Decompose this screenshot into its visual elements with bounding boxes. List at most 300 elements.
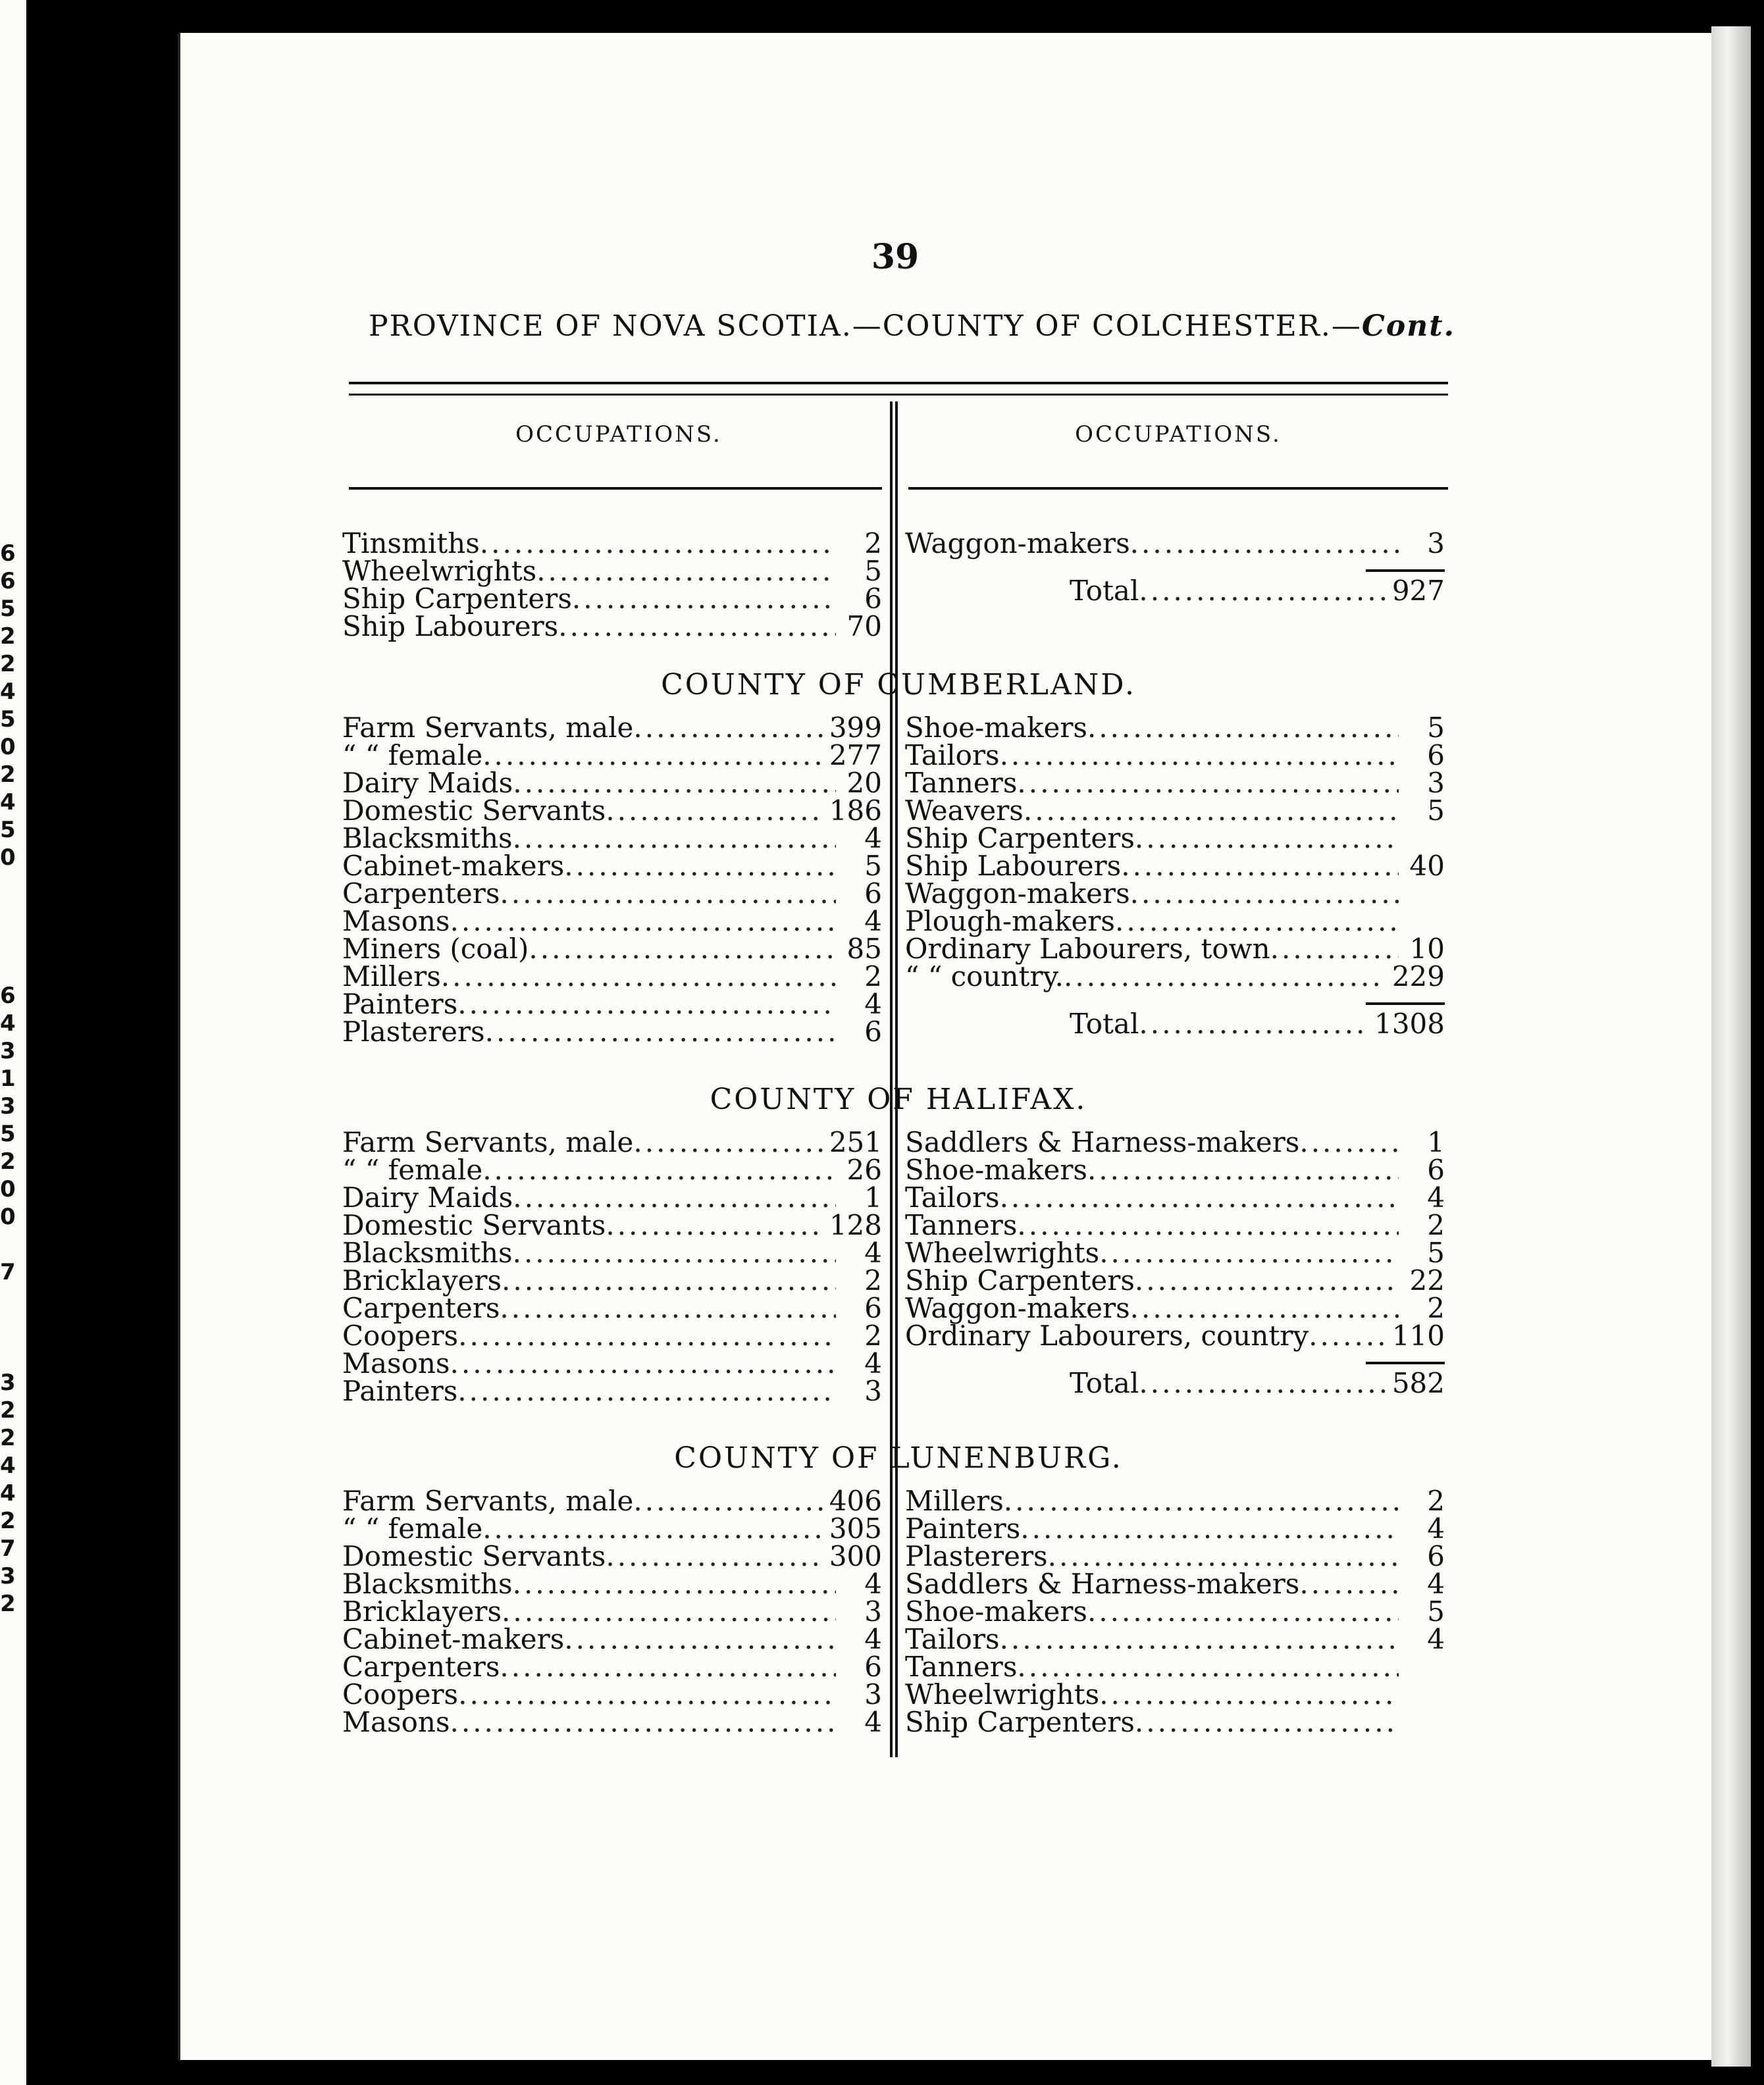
occupation-count: 5 — [1427, 1237, 1445, 1269]
bleed-digit — [0, 1314, 26, 1341]
occupation-count: 6 — [864, 582, 882, 615]
leader-dots — [633, 1129, 822, 1156]
left-column — [342, 711, 882, 1048]
occupation-label: Carpenters — [342, 1651, 500, 1683]
occupation-count: 10 — [1409, 933, 1445, 965]
occupation-label: Shoe-makers — [905, 1595, 1087, 1628]
table-row — [342, 822, 882, 854]
leader-dots — [513, 1184, 836, 1212]
occupation-count: 5 — [864, 850, 882, 882]
leader-dots — [457, 991, 836, 1018]
leader-dots — [1024, 797, 1399, 825]
leader-dots — [480, 530, 836, 557]
table-row — [905, 1540, 1445, 1572]
occupation-count: 3 — [864, 1595, 882, 1628]
table-row — [342, 1623, 882, 1655]
occupation-label: Farm Servants, male — [342, 1126, 634, 1158]
leader-dots — [606, 1212, 822, 1239]
occupation-count: 300 — [829, 1540, 882, 1572]
table-row — [905, 1595, 1445, 1628]
occupation-label: Waggon-makers — [905, 1292, 1130, 1324]
leader-dots — [1087, 1598, 1399, 1626]
occupation-label: Saddlers & Harness-makers — [905, 1568, 1300, 1600]
occupation-count: 2 — [1427, 1292, 1445, 1324]
leader-dots — [500, 880, 836, 908]
occupation-label: Tinsmiths — [342, 527, 480, 559]
occupation-count: 4 — [864, 905, 882, 937]
occupation-label: Saddlers & Harness-makers — [905, 1126, 1300, 1158]
occupation-label: Total — [1070, 1008, 1139, 1040]
table-row — [342, 527, 882, 559]
occupation-label: Bricklayers — [342, 1595, 502, 1628]
occupation-count: 6 — [864, 1651, 882, 1683]
bleed-digit: 0 — [0, 734, 16, 760]
leader-dots — [1309, 1322, 1386, 1350]
occupation-count: 186 — [829, 794, 882, 827]
leader-dots — [502, 1267, 836, 1295]
leader-dots — [458, 1681, 836, 1709]
leader-dots — [1099, 1239, 1399, 1267]
occupation-count: 4 — [864, 1568, 882, 1600]
occupation-count: 1308 — [1374, 1008, 1445, 1040]
leader-dots — [1000, 1184, 1399, 1212]
occupation-count: 927 — [1391, 575, 1445, 607]
section-title: COUNTY OF HALIFAX. — [710, 1083, 1087, 1116]
occupation-count: 128 — [829, 1209, 882, 1241]
bleed-digit — [0, 1231, 26, 1258]
table-row — [905, 852, 1445, 880]
occupation-label: Masons — [342, 905, 450, 937]
table-row — [342, 582, 882, 615]
leader-dots — [1139, 1010, 1368, 1038]
running-head-cont: Cont. — [1361, 309, 1455, 343]
occupation-label: Bricklayers — [342, 1264, 502, 1297]
occupation-label: Plasterers — [905, 1540, 1048, 1572]
leader-dots — [564, 852, 836, 880]
table-row — [342, 877, 882, 910]
total-row — [905, 1367, 1445, 1399]
occupation-label: Coopers — [342, 1678, 459, 1711]
leader-dots — [1130, 530, 1399, 557]
table-row — [905, 1264, 1445, 1297]
bleed-digit — [0, 1341, 26, 1369]
leader-dots — [1270, 935, 1399, 963]
leader-dots — [1017, 1212, 1399, 1239]
occupation-count: 20 — [846, 767, 882, 799]
bleed-digit: 2 — [0, 761, 16, 788]
leader-dots — [513, 825, 836, 852]
occupation-label: Ship Labourers — [342, 610, 559, 642]
occupation-label: Farm Servants, male — [342, 1485, 634, 1517]
occupation-label: Wheelwrights — [905, 1237, 1100, 1269]
bleed-digit: 4 — [0, 789, 16, 815]
bleed-digit: 4 — [0, 1480, 16, 1506]
occupation-count: 4 — [1427, 1568, 1445, 1600]
bleed-digit: 0 — [0, 1176, 16, 1202]
bleed-digit: 3 — [0, 1038, 16, 1064]
occupation-count: 4 — [864, 822, 882, 854]
table-row — [905, 1239, 1445, 1267]
leader-dots — [564, 1626, 836, 1653]
leader-dots — [485, 1018, 836, 1046]
occupation-count: 3 — [864, 1678, 882, 1711]
occupation-label: Plasterers — [342, 1016, 485, 1048]
table-row — [905, 935, 1445, 963]
table-row — [342, 1653, 882, 1681]
bleed-digit: 6 — [0, 540, 16, 567]
section-title: COUNTY OF LUNENBURG. — [674, 1441, 1123, 1475]
leader-dots — [1135, 1267, 1399, 1295]
occupation-label: Ship Carpenters — [905, 822, 1135, 854]
occupation-label: Total — [1070, 575, 1139, 607]
table-row — [905, 1156, 1445, 1184]
occupation-count: 70 — [846, 610, 882, 642]
leader-dots — [450, 908, 837, 935]
table-row — [342, 960, 882, 992]
leader-dots — [457, 1377, 836, 1405]
bleed-digit: 4 — [0, 1010, 16, 1037]
bleed-digit: 5 — [0, 706, 16, 733]
table-row — [905, 711, 1445, 744]
leader-dots — [1139, 577, 1385, 605]
leader-dots — [450, 1350, 837, 1377]
leader-dots — [441, 963, 836, 991]
bleed-through-digits — [0, 540, 26, 1618]
bleed-digit: 5 — [0, 1121, 16, 1147]
occupation-count: 229 — [1391, 960, 1445, 992]
occupation-count: 4 — [864, 1237, 882, 1269]
table-row — [905, 794, 1445, 827]
bleed-digit: 4 — [0, 1453, 16, 1479]
table-row — [905, 877, 1445, 910]
leader-dots — [1087, 1156, 1399, 1184]
bleed-digit: 2 — [0, 1148, 16, 1175]
table-row — [905, 1209, 1445, 1241]
leader-dots — [513, 1239, 836, 1267]
occupation-label: Masons — [342, 1706, 450, 1738]
occupation-label: Ship Carpenters — [342, 582, 572, 615]
table-row — [905, 1126, 1445, 1158]
table-row — [342, 935, 882, 963]
table-row — [905, 905, 1445, 937]
occupation-count: 4 — [864, 988, 882, 1020]
occupation-label: “ “ female — [342, 739, 483, 771]
table-row — [342, 1347, 882, 1379]
occupation-label: Farm Servants, male — [342, 711, 634, 744]
occupation-count: 582 — [1391, 1367, 1445, 1399]
occupation-label: Ship Labourers — [905, 850, 1122, 882]
page-number: 39 — [871, 237, 920, 277]
column-divider — [890, 401, 898, 1757]
table-row — [342, 1292, 882, 1324]
table-row — [905, 527, 1445, 559]
occupation-count: 3 — [1427, 527, 1445, 559]
occupation-label: Cabinet-makers — [342, 1623, 565, 1655]
header-rule-left — [349, 487, 882, 490]
occupation-count: 2 — [864, 960, 882, 992]
occupation-label: Waggon-makers — [905, 527, 1130, 559]
occupation-label: “ “ female — [342, 1512, 483, 1545]
table-row — [905, 1512, 1445, 1545]
occupation-count: 5 — [1427, 1595, 1445, 1628]
right-column — [905, 711, 1445, 1040]
leader-dots — [513, 1570, 836, 1598]
table-row — [905, 822, 1445, 854]
leader-dots — [500, 1653, 836, 1681]
occupation-label: Waggon-makers — [905, 877, 1130, 910]
bleed-digit: 2 — [0, 1397, 16, 1424]
column-header-right: OCCUPATIONS. — [1075, 421, 1282, 448]
occupation-label: Weavers — [905, 794, 1024, 827]
bleed-digit: 5 — [0, 817, 16, 843]
occupation-label: Carpenters — [342, 877, 500, 910]
table-row — [905, 1292, 1445, 1324]
right-column — [905, 1487, 1445, 1736]
leader-dots — [1000, 742, 1399, 769]
right-column — [905, 1126, 1445, 1399]
leader-dots — [450, 1709, 837, 1736]
bleed-digit: 7 — [0, 1259, 16, 1285]
bleed-digit: 3 — [0, 1370, 16, 1396]
leader-dots — [1135, 1709, 1399, 1736]
leader-dots — [1087, 714, 1399, 742]
leader-dots — [500, 1295, 836, 1322]
occupation-label: Carpenters — [342, 1292, 500, 1324]
table-row — [905, 1678, 1445, 1711]
occupation-label: Tanners — [905, 767, 1018, 799]
table-row — [342, 557, 882, 585]
bleed-digit: 2 — [0, 623, 16, 650]
leader-dots — [1004, 1487, 1399, 1515]
bleed-digit — [0, 954, 26, 982]
table-row — [342, 1126, 882, 1158]
left-column — [342, 527, 882, 642]
occupation-count: 1 — [864, 1181, 882, 1214]
occupation-count: 2 — [1427, 1485, 1445, 1517]
running-head — [369, 309, 1488, 343]
left-column — [342, 1126, 882, 1407]
table-row — [342, 1540, 882, 1572]
occupation-count: 4 — [1427, 1623, 1445, 1655]
leader-dots — [1121, 852, 1399, 880]
occupation-count: 305 — [829, 1512, 882, 1545]
occupation-count: 6 — [1427, 739, 1445, 771]
right-column — [905, 527, 1445, 607]
occupation-label: Tailors — [905, 1181, 1000, 1214]
occupation-label: Coopers — [342, 1320, 459, 1352]
bleed-digit: 4 — [0, 679, 16, 705]
table-row — [342, 1181, 882, 1214]
occupation-label: “ “ female — [342, 1154, 483, 1186]
bleed-digit: 2 — [0, 1425, 16, 1451]
table-row — [905, 739, 1445, 771]
occupation-label: Total — [1070, 1367, 1139, 1399]
leader-dots — [558, 613, 836, 640]
leader-dots — [1064, 963, 1386, 991]
bleed-digit: 7 — [0, 1535, 16, 1562]
occupation-count: 277 — [829, 739, 882, 771]
table-row — [905, 960, 1445, 992]
leader-dots — [1017, 1653, 1399, 1681]
table-row — [342, 1512, 882, 1545]
leader-dots — [572, 585, 836, 613]
leader-dots — [1017, 769, 1399, 797]
occupation-count: 5 — [1427, 711, 1445, 744]
occupation-label: Millers — [905, 1485, 1004, 1517]
occupation-count: 399 — [829, 711, 882, 744]
bleed-digit: 2 — [0, 1591, 16, 1617]
occupation-count: 406 — [829, 1485, 882, 1517]
leader-dots — [482, 1156, 836, 1184]
section-title: COUNTY OF CUMBERLAND. — [661, 668, 1136, 702]
occupation-label: Wheelwrights — [905, 1678, 1100, 1711]
leader-dots — [1299, 1129, 1399, 1156]
occupation-label: Ordinary Labourers, country — [905, 1320, 1309, 1352]
occupation-label: Dairy Maids — [342, 1181, 513, 1214]
leader-dots — [529, 935, 836, 963]
table-row — [342, 1322, 882, 1350]
occupation-label: Tanners — [905, 1651, 1018, 1683]
occupation-count: 5 — [864, 555, 882, 587]
occupation-label: Tailors — [905, 739, 1000, 771]
leader-dots — [502, 1598, 836, 1626]
leader-dots — [1115, 908, 1399, 935]
bleed-digit: 0 — [0, 844, 16, 871]
total-row — [905, 1010, 1445, 1038]
leader-dots — [1135, 825, 1399, 852]
occupation-label: Domestic Servants — [342, 794, 606, 827]
occupation-count: 2 — [864, 527, 882, 559]
occupation-label: Painters — [342, 988, 458, 1020]
bleed-digit — [0, 927, 26, 954]
running-head-main: PROVINCE OF NOVA SCOTIA.—COUNTY OF COLCHESTER.— — [369, 309, 1362, 343]
bleed-digit: 1 — [0, 1066, 16, 1092]
table-row — [342, 1018, 882, 1046]
occupation-count: 6 — [1427, 1540, 1445, 1572]
occupation-label: Masons — [342, 1347, 450, 1379]
leader-dots — [1299, 1570, 1399, 1598]
occupation-label: Cabinet-makers — [342, 850, 565, 882]
leader-dots — [536, 557, 836, 585]
bleed-digit — [0, 899, 26, 927]
table-row — [905, 1487, 1445, 1515]
occupation-count: 6 — [1427, 1154, 1445, 1186]
occupation-count: 6 — [864, 877, 882, 910]
bleed-digit: 5 — [0, 596, 16, 622]
leader-dots — [1130, 1295, 1399, 1322]
occupation-label: “ “ country. — [905, 960, 1064, 992]
occupation-label: Shoe-makers — [905, 1154, 1087, 1186]
occupation-label: Painters — [342, 1375, 458, 1407]
bleed-digit: 2 — [0, 651, 16, 677]
table-row — [342, 610, 882, 642]
occupation-label: Ordinary Labourers, town — [905, 933, 1270, 965]
page-edge — [1711, 26, 1751, 2067]
bleed-digit — [0, 1286, 26, 1314]
leader-dots — [1139, 1370, 1385, 1397]
table-row — [342, 711, 882, 744]
total-rule — [1366, 1002, 1445, 1005]
leader-dots — [1000, 1626, 1399, 1653]
occupation-label: Painters — [905, 1512, 1021, 1545]
leader-dots — [1020, 1515, 1399, 1543]
bleed-digit — [0, 871, 26, 899]
occupation-label: Ship Carpenters — [905, 1264, 1135, 1297]
table-row — [342, 905, 882, 937]
occupation-label: Domestic Servants — [342, 1540, 606, 1572]
header-double-rule — [349, 382, 1448, 396]
occupation-label: Plough-makers — [905, 905, 1115, 937]
occupation-count: 6 — [864, 1292, 882, 1324]
table-row — [905, 769, 1445, 797]
occupation-count: 5 — [1427, 794, 1445, 827]
occupation-label: Blacksmiths — [342, 1568, 513, 1600]
table-row — [905, 1322, 1445, 1350]
occupation-label: Tailors — [905, 1623, 1000, 1655]
occupation-label: Dairy Maids — [342, 767, 513, 799]
table-row — [342, 1209, 882, 1241]
occupation-count: 2 — [864, 1264, 882, 1297]
leader-dots — [458, 1322, 836, 1350]
total-rule — [1366, 1362, 1445, 1364]
occupation-label: Wheelwrights — [342, 555, 537, 587]
table-row — [342, 852, 882, 880]
occupation-count: 26 — [846, 1154, 882, 1186]
leader-dots — [513, 769, 836, 797]
previous-page-edge — [0, 0, 26, 2085]
occupation-count: 110 — [1391, 1320, 1445, 1352]
occupation-label: Domestic Servants — [342, 1209, 606, 1241]
bleed-digit: 2 — [0, 1508, 16, 1534]
table-row — [905, 1181, 1445, 1214]
leader-dots — [633, 714, 822, 742]
table-row — [905, 1653, 1445, 1681]
bleed-digit: 6 — [0, 568, 16, 594]
table-row — [342, 988, 882, 1020]
occupation-count: 22 — [1409, 1264, 1445, 1297]
occupation-count: 4 — [864, 1347, 882, 1379]
leader-dots — [606, 1543, 822, 1570]
occupation-count: 2 — [1427, 1209, 1445, 1241]
bleed-digit: 3 — [0, 1563, 16, 1589]
occupation-label: Blacksmiths — [342, 1237, 513, 1269]
occupation-count: 4 — [1427, 1181, 1445, 1214]
occupation-count: 4 — [1427, 1512, 1445, 1545]
occupation-count: 1 — [1427, 1126, 1445, 1158]
table-row — [342, 1487, 882, 1515]
occupation-count: 251 — [829, 1126, 882, 1158]
leader-dots — [1048, 1543, 1399, 1570]
header-rule-right — [908, 487, 1448, 490]
table-row — [342, 794, 882, 827]
total-rule — [1366, 569, 1445, 572]
table-row — [342, 1156, 882, 1184]
column-header-left: OCCUPATIONS. — [515, 421, 722, 448]
leader-dots — [482, 1515, 823, 1543]
table-row — [342, 1377, 882, 1405]
occupation-label: Blacksmiths — [342, 822, 513, 854]
occupation-count: 3 — [1427, 767, 1445, 799]
table-row — [342, 1706, 882, 1738]
occupation-label: Tanners — [905, 1209, 1018, 1241]
occupation-count: 3 — [864, 1375, 882, 1407]
leader-dots — [1130, 880, 1399, 908]
table-row — [342, 769, 882, 797]
table-row — [342, 739, 882, 771]
occupation-count: 4 — [864, 1623, 882, 1655]
leader-dots — [633, 1487, 822, 1515]
table-row — [342, 1678, 882, 1711]
